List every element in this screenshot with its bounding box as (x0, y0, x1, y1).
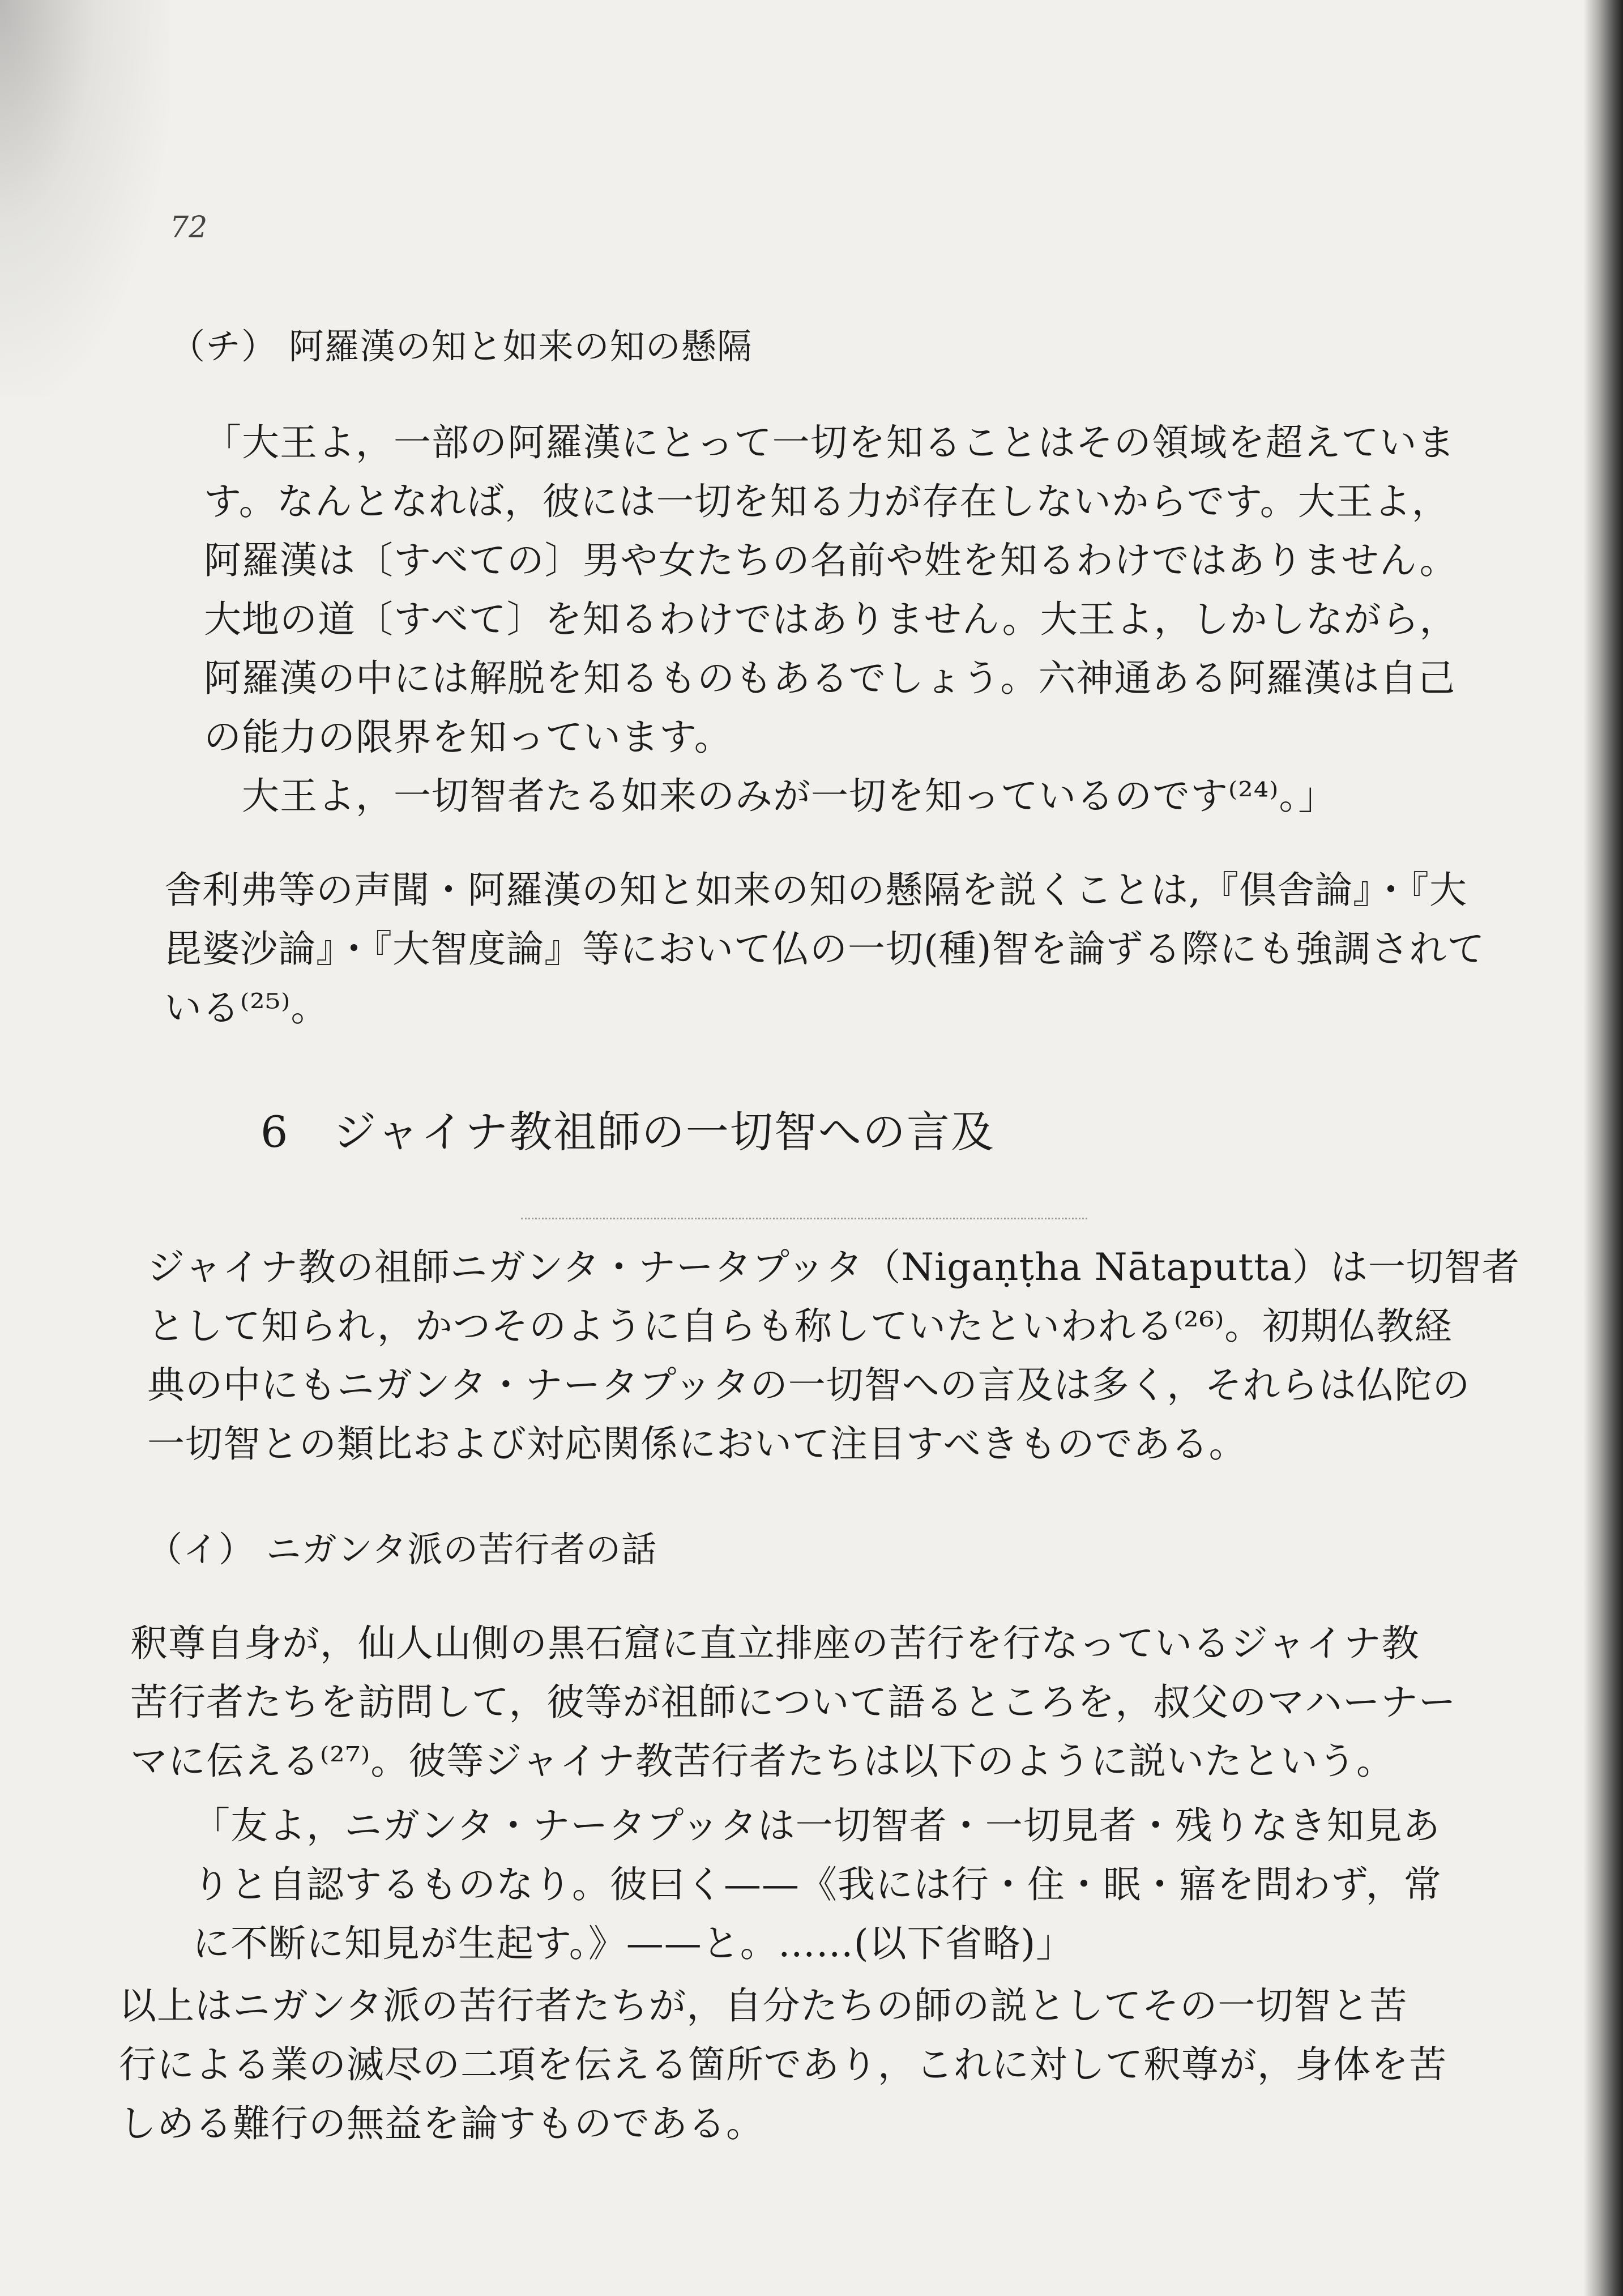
quote-line: 「大王よ，一部の阿羅漢にとって一切を知ることはその領域を超えていま (204, 421, 1455, 464)
quote-line: 「友よ，ニガンタ・ナータプッタは一切智者・一切見者・残りなき知見あ (193, 1804, 1441, 1847)
paragraph-closing (119, 1977, 1447, 2153)
subsection-heading-i: （イ） ニガンタ派の苦行者の話 (147, 1529, 657, 1570)
paragraph-line: 毘婆沙論』・『大智度論』等において仏の一切(種)智を論ずる際にも強調されて (164, 927, 1485, 971)
quote-line: 大地の道〔すべて〕を知るわけではありません。大王よ，しかしながら， (204, 598, 1458, 641)
paragraph-line: 一切智との類比および対応関係において注目すべきものである。 (147, 1422, 1247, 1466)
quote-block-king (204, 413, 1458, 826)
quote-line: 阿羅漢は〔すべての〕男や女たちの名前や姓を知るわけではありません。 (204, 539, 1458, 582)
quote-block-friend (193, 1796, 1442, 1973)
paragraph-line: 舎利弗等の声聞・阿羅漢の知と如来の知の懸隔を説くことは,『倶舎論』・『大 (164, 868, 1467, 912)
paragraph-line: 苦行者たちを訪問して，彼等が祖師について語るところを，叔父のマハーナー (130, 1680, 1457, 1724)
paragraph-line: ジャイナ教の祖師ニガンタ・ナータプッタ（Nigaṇṭha Nātaputta）は一切智者 (147, 1245, 1520, 1289)
quote-line: に不断に知見が生起す。》——と。……(以下省略)」 (193, 1922, 1074, 1965)
section-divider (521, 1218, 1087, 1219)
paragraph-line: いる⁽²⁵⁾。 (164, 986, 329, 1030)
paragraph-arhat-knowledge (164, 861, 1485, 1038)
paragraph-visit (130, 1614, 1457, 1791)
quote-line: す。なんとなれば，彼には一切を知る力が存在しないからです。大王よ， (204, 480, 1450, 523)
paragraph-line: 以上はニガンタ派の苦行者たちが，自分たちの師の説としてその一切智と苦 (119, 1984, 1408, 2028)
paragraph-line: マに伝える⁽²⁷⁾。彼等ジャイナ教苦行者たちは以下のように説いたという。 (130, 1739, 1395, 1783)
section-title: 6 ジャイナ教祖師の一切智への言及 (260, 1107, 995, 1157)
paragraph-line: 典の中にもニガンタ・ナータプッタの一切智への言及は多く，それらは仏陀の (147, 1363, 1471, 1407)
paragraph-line: として知られ，かつそのように自らも称していたといわれる⁽²⁶⁾。初期仏教経 (147, 1304, 1453, 1348)
quote-line: 阿羅漢の中には解脱を知るものもあるでしょう。六神通ある阿羅漢は自己 (204, 656, 1456, 700)
scan-shadow (0, 0, 170, 396)
quote-line: の能力の限界を知っています。 (204, 715, 732, 759)
subsection-heading-chi: （チ） 阿羅漢の知と如来の知の懸隔 (170, 326, 753, 367)
paragraph-nigantha-intro (147, 1238, 1520, 1474)
quote-line: 大王よ，一切智者たる如来のみが一切を知っているのです⁽²⁴⁾。」 (204, 774, 1336, 818)
paragraph-line: 釈尊自身が，仙人山側の黒石窟に直立排座の苦行を行なっているジャイナ教 (130, 1621, 1420, 1665)
page-number: 72 (170, 211, 208, 245)
paragraph-line: しめる難行の無益を論すものである。 (119, 2102, 764, 2145)
paragraph-line: 行による業の滅尽の二項を伝える箇所であり，これに対して釈尊が，身体を苦 (119, 2043, 1447, 2086)
quote-line: りと自認するものなり。彼曰く——《我には行・住・眠・寤を問わず，常 (193, 1863, 1442, 1906)
binding-edge (1583, 0, 1623, 2296)
